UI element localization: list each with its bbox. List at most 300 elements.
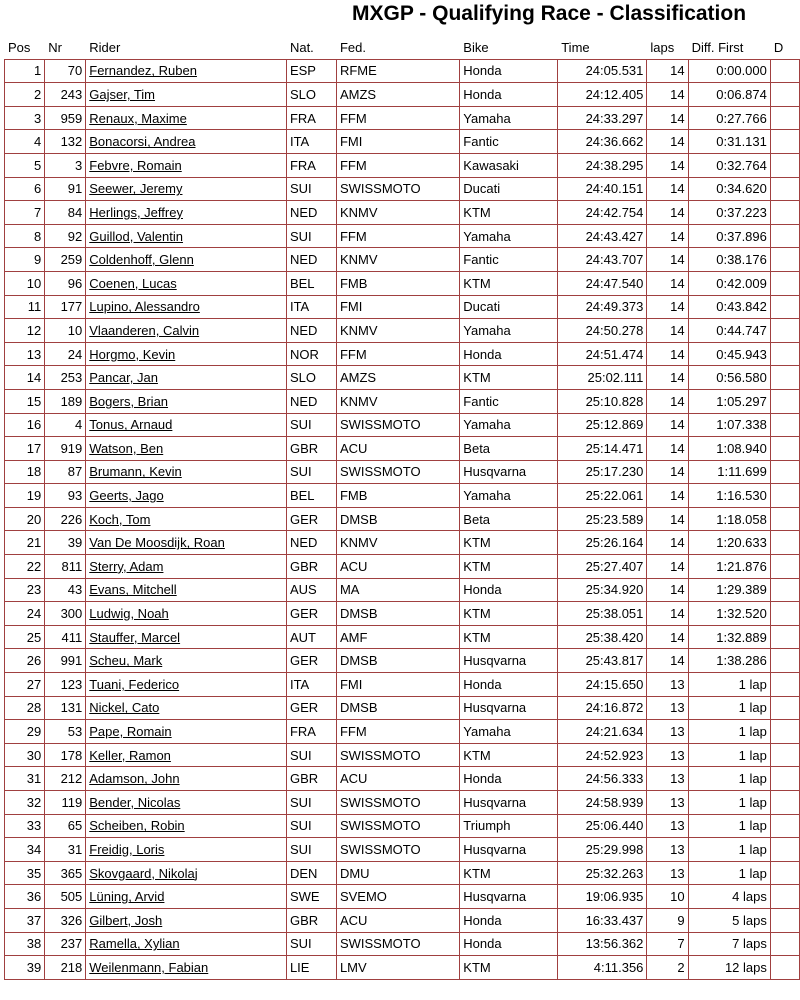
table-row xyxy=(5,885,800,909)
cell-diff-first: 0:37.223 xyxy=(688,201,770,225)
table-row xyxy=(5,720,800,744)
cell-nr: 70 xyxy=(45,59,86,83)
cell-nat: FRA xyxy=(286,153,336,177)
cell-diff-first: 1:08.940 xyxy=(688,437,770,461)
cell-laps: 14 xyxy=(647,59,688,83)
cell-bike: Honda xyxy=(460,767,558,791)
rider-link[interactable]: Tonus, Arnaud xyxy=(86,413,287,437)
cell-nat: GBR xyxy=(286,555,336,579)
cell-fed: SWISSMOTO xyxy=(336,460,459,484)
rider-link[interactable]: Weilenmann, Fabian xyxy=(86,956,287,980)
cell-nat: FRA xyxy=(286,720,336,744)
rider-link[interactable]: Scheiben, Robin xyxy=(86,814,287,838)
cell-nat: SUI xyxy=(286,814,336,838)
cell-extra xyxy=(770,673,799,697)
cell-laps: 14 xyxy=(647,602,688,626)
cell-nat: SUI xyxy=(286,838,336,862)
cell-time: 24:43.707 xyxy=(558,248,647,272)
cell-nr: 84 xyxy=(45,201,86,225)
cell-time: 24:21.634 xyxy=(558,720,647,744)
cell-bike: KTM xyxy=(460,201,558,225)
cell-nr: 24 xyxy=(45,342,86,366)
rider-link[interactable]: Horgmo, Kevin xyxy=(86,342,287,366)
cell-fed: KNMV xyxy=(336,319,459,343)
cell-fed: KNMV xyxy=(336,248,459,272)
cell-laps: 14 xyxy=(647,342,688,366)
cell-nr: 259 xyxy=(45,248,86,272)
cell-fed: FFM xyxy=(336,342,459,366)
cell-time: 25:29.998 xyxy=(558,838,647,862)
cell-bike: KTM xyxy=(460,555,558,579)
cell-nat: GER xyxy=(286,649,336,673)
table-row xyxy=(5,248,800,272)
cell-laps: 14 xyxy=(647,83,688,107)
cell-nr: 93 xyxy=(45,484,86,508)
cell-diff-first: 1 lap xyxy=(688,720,770,744)
cell-time: 25:14.471 xyxy=(558,437,647,461)
cell-laps: 10 xyxy=(647,885,688,909)
cell-time: 25:26.164 xyxy=(558,531,647,555)
cell-nat: ITA xyxy=(286,295,336,319)
rider-link[interactable]: Keller, Ramon xyxy=(86,743,287,767)
table-row xyxy=(5,908,800,932)
cell-extra xyxy=(770,649,799,673)
cell-extra xyxy=(770,177,799,201)
cell-pos: 19 xyxy=(5,484,45,508)
rider-link[interactable]: Watson, Ben xyxy=(86,437,287,461)
cell-diff-first: 0:31.131 xyxy=(688,130,770,154)
header-nat: Nat. xyxy=(286,34,336,59)
cell-time: 24:15.650 xyxy=(558,673,647,697)
cell-laps: 14 xyxy=(647,578,688,602)
cell-fed: DMU xyxy=(336,861,459,885)
cell-nat: NOR xyxy=(286,342,336,366)
cell-nat: DEN xyxy=(286,861,336,885)
cell-extra xyxy=(770,767,799,791)
cell-time: 24:58.939 xyxy=(558,791,647,815)
cell-nr: 189 xyxy=(45,389,86,413)
cell-laps: 13 xyxy=(647,838,688,862)
cell-pos: 14 xyxy=(5,366,45,390)
cell-fed: SWISSMOTO xyxy=(336,838,459,862)
rider-link[interactable]: Herlings, Jeffrey xyxy=(86,201,287,225)
cell-nat: SLO xyxy=(286,366,336,390)
cell-diff-first: 0:42.009 xyxy=(688,271,770,295)
cell-pos: 5 xyxy=(5,153,45,177)
cell-nr: 39 xyxy=(45,531,86,555)
cell-pos: 22 xyxy=(5,555,45,579)
table-row xyxy=(5,791,800,815)
cell-nat: SUI xyxy=(286,177,336,201)
cell-time: 25:17.230 xyxy=(558,460,647,484)
cell-fed: KNMV xyxy=(336,201,459,225)
cell-bike: Honda xyxy=(460,59,558,83)
cell-nat: SWE xyxy=(286,885,336,909)
cell-nat: GER xyxy=(286,602,336,626)
cell-pos: 15 xyxy=(5,389,45,413)
cell-nat: LIE xyxy=(286,956,336,980)
header-rider: Rider xyxy=(86,34,287,59)
cell-extra xyxy=(770,319,799,343)
cell-fed: AMZS xyxy=(336,366,459,390)
rider-link[interactable]: Guillod, Valentin xyxy=(86,224,287,248)
header-fed: Fed. xyxy=(336,34,459,59)
cell-pos: 20 xyxy=(5,507,45,531)
table-row xyxy=(5,271,800,295)
cell-bike: KTM xyxy=(460,625,558,649)
cell-laps: 14 xyxy=(647,555,688,579)
table-row xyxy=(5,153,800,177)
cell-diff-first: 0:37.896 xyxy=(688,224,770,248)
cell-time: 25:02.111 xyxy=(558,366,647,390)
cell-extra xyxy=(770,59,799,83)
cell-diff-first: 1 lap xyxy=(688,861,770,885)
cell-fed: FFM xyxy=(336,153,459,177)
cell-time: 13:56.362 xyxy=(558,932,647,956)
cell-pos: 26 xyxy=(5,649,45,673)
cell-bike: Yamaha xyxy=(460,106,558,130)
table-row xyxy=(5,625,800,649)
cell-extra xyxy=(770,932,799,956)
cell-fed: FFM xyxy=(336,106,459,130)
rider-link[interactable]: Brumann, Kevin xyxy=(86,460,287,484)
cell-laps: 13 xyxy=(647,720,688,744)
cell-diff-first: 1:11.699 xyxy=(688,460,770,484)
cell-fed: DMSB xyxy=(336,507,459,531)
cell-bike: Yamaha xyxy=(460,720,558,744)
cell-extra xyxy=(770,437,799,461)
rider-link[interactable]: Geerts, Jago xyxy=(86,484,287,508)
cell-extra xyxy=(770,201,799,225)
cell-bike: Yamaha xyxy=(460,224,558,248)
cell-extra xyxy=(770,838,799,862)
cell-pos: 28 xyxy=(5,696,45,720)
table-row xyxy=(5,578,800,602)
cell-time: 25:27.407 xyxy=(558,555,647,579)
cell-fed: SWISSMOTO xyxy=(336,932,459,956)
cell-nr: 3 xyxy=(45,153,86,177)
cell-extra xyxy=(770,460,799,484)
cell-nat: SUI xyxy=(286,743,336,767)
cell-nat: GBR xyxy=(286,908,336,932)
table-row xyxy=(5,814,800,838)
cell-nr: 132 xyxy=(45,130,86,154)
table-row xyxy=(5,696,800,720)
rider-link[interactable]: Lüning, Arvid xyxy=(86,885,287,909)
table-row xyxy=(5,319,800,343)
cell-pos: 34 xyxy=(5,838,45,862)
rider-link[interactable]: Stauffer, Marcel xyxy=(86,625,287,649)
cell-bike: Triumph xyxy=(460,814,558,838)
cell-pos: 27 xyxy=(5,673,45,697)
rider-link[interactable]: Tuani, Federico xyxy=(86,673,287,697)
rider-link[interactable]: Febvre, Romain xyxy=(86,153,287,177)
cell-fed: ACU xyxy=(336,437,459,461)
cell-diff-first: 0:06.874 xyxy=(688,83,770,107)
cell-time: 24:49.373 xyxy=(558,295,647,319)
cell-nr: 811 xyxy=(45,555,86,579)
cell-laps: 14 xyxy=(647,130,688,154)
cell-time: 24:52.923 xyxy=(558,743,647,767)
cell-fed: DMSB xyxy=(336,649,459,673)
cell-laps: 7 xyxy=(647,932,688,956)
cell-extra xyxy=(770,885,799,909)
header-extra: D xyxy=(770,34,799,59)
cell-nr: 96 xyxy=(45,271,86,295)
table-row xyxy=(5,295,800,319)
table-row xyxy=(5,106,800,130)
cell-fed: SWISSMOTO xyxy=(336,814,459,838)
cell-fed: FMI xyxy=(336,295,459,319)
cell-extra xyxy=(770,531,799,555)
cell-diff-first: 1:32.889 xyxy=(688,625,770,649)
cell-bike: KTM xyxy=(460,366,558,390)
cell-fed: FFM xyxy=(336,224,459,248)
table-row xyxy=(5,673,800,697)
table-row xyxy=(5,838,800,862)
cell-pos: 23 xyxy=(5,578,45,602)
cell-laps: 13 xyxy=(647,791,688,815)
cell-laps: 14 xyxy=(647,271,688,295)
rider-link[interactable]: Skovgaard, Nikolaj xyxy=(86,861,287,885)
rider-link[interactable]: Van De Moosdijk, Roan xyxy=(86,531,287,555)
cell-pos: 36 xyxy=(5,885,45,909)
rider-link[interactable]: Coenen, Lucas xyxy=(86,271,287,295)
cell-fed: FMI xyxy=(336,673,459,697)
cell-nat: ITA xyxy=(286,673,336,697)
cell-bike: Honda xyxy=(460,908,558,932)
cell-nr: 505 xyxy=(45,885,86,909)
cell-nr: 119 xyxy=(45,791,86,815)
cell-diff-first: 0:56.580 xyxy=(688,366,770,390)
cell-extra xyxy=(770,507,799,531)
cell-nat: NED xyxy=(286,389,336,413)
cell-extra xyxy=(770,956,799,980)
cell-extra xyxy=(770,224,799,248)
table-row xyxy=(5,932,800,956)
cell-nr: 959 xyxy=(45,106,86,130)
cell-laps: 14 xyxy=(647,437,688,461)
cell-nat: SUI xyxy=(286,224,336,248)
rider-link[interactable]: Koch, Tom xyxy=(86,507,287,531)
cell-nr: 237 xyxy=(45,932,86,956)
cell-pos: 18 xyxy=(5,460,45,484)
rider-link[interactable]: Pancar, Jan xyxy=(86,366,287,390)
table-row xyxy=(5,861,800,885)
rider-link[interactable]: Gilbert, Josh xyxy=(86,908,287,932)
cell-bike: Honda xyxy=(460,578,558,602)
cell-fed: KNMV xyxy=(336,531,459,555)
cell-nr: 10 xyxy=(45,319,86,343)
cell-time: 25:43.817 xyxy=(558,649,647,673)
header-diff-first: Diff. First xyxy=(688,34,770,59)
cell-pos: 2 xyxy=(5,83,45,107)
cell-pos: 4 xyxy=(5,130,45,154)
cell-bike: KTM xyxy=(460,271,558,295)
rider-link[interactable]: Sterry, Adam xyxy=(86,555,287,579)
cell-pos: 21 xyxy=(5,531,45,555)
cell-pos: 31 xyxy=(5,767,45,791)
cell-pos: 8 xyxy=(5,224,45,248)
cell-extra xyxy=(770,83,799,107)
cell-time: 24:56.333 xyxy=(558,767,647,791)
rider-link[interactable]: Ludwig, Noah xyxy=(86,602,287,626)
rider-link[interactable]: Bonacorsi, Andrea xyxy=(86,130,287,154)
cell-bike: Honda xyxy=(460,932,558,956)
cell-bike: Husqvarna xyxy=(460,649,558,673)
cell-diff-first: 1:20.633 xyxy=(688,531,770,555)
cell-pos: 13 xyxy=(5,342,45,366)
cell-time: 4:11.356 xyxy=(558,956,647,980)
cell-time: 24:42.754 xyxy=(558,201,647,225)
cell-extra xyxy=(770,484,799,508)
cell-pos: 1 xyxy=(5,59,45,83)
cell-pos: 37 xyxy=(5,908,45,932)
cell-nat: AUS xyxy=(286,578,336,602)
cell-fed: ACU xyxy=(336,908,459,932)
cell-nr: 65 xyxy=(45,814,86,838)
header-nr: Nr xyxy=(45,34,86,59)
cell-diff-first: 1:29.389 xyxy=(688,578,770,602)
cell-pos: 33 xyxy=(5,814,45,838)
cell-bike: KTM xyxy=(460,602,558,626)
cell-time: 25:38.420 xyxy=(558,625,647,649)
cell-time: 24:33.297 xyxy=(558,106,647,130)
cell-time: 24:38.295 xyxy=(558,153,647,177)
cell-fed: SWISSMOTO xyxy=(336,743,459,767)
rider-link[interactable]: Vlaanderen, Calvin xyxy=(86,319,287,343)
rider-link[interactable]: Scheu, Mark xyxy=(86,649,287,673)
cell-nat: BEL xyxy=(286,271,336,295)
rider-link[interactable]: Renaux, Maxime xyxy=(86,106,287,130)
cell-pos: 9 xyxy=(5,248,45,272)
cell-laps: 14 xyxy=(647,248,688,272)
cell-nr: 226 xyxy=(45,507,86,531)
rider-link[interactable]: Nickel, Cato xyxy=(86,696,287,720)
cell-bike: Yamaha xyxy=(460,484,558,508)
cell-diff-first: 12 laps xyxy=(688,956,770,980)
cell-bike: KTM xyxy=(460,861,558,885)
header-time: Time xyxy=(558,34,647,59)
cell-extra xyxy=(770,791,799,815)
table-row xyxy=(5,413,800,437)
cell-pos: 7 xyxy=(5,201,45,225)
cell-extra xyxy=(770,555,799,579)
cell-laps: 13 xyxy=(647,743,688,767)
cell-nat: GER xyxy=(286,696,336,720)
cell-nat: BEL xyxy=(286,484,336,508)
cell-bike: Ducati xyxy=(460,177,558,201)
cell-nat: SUI xyxy=(286,791,336,815)
table-row xyxy=(5,83,800,107)
cell-fed: DMSB xyxy=(336,602,459,626)
table-row xyxy=(5,201,800,225)
rider-link[interactable]: Bender, Nicolas xyxy=(86,791,287,815)
cell-fed: FMB xyxy=(336,484,459,508)
cell-fed: LMV xyxy=(336,956,459,980)
rider-link[interactable]: Coldenhoff, Glenn xyxy=(86,248,287,272)
cell-laps: 13 xyxy=(647,673,688,697)
table-row xyxy=(5,460,800,484)
table-row xyxy=(5,177,800,201)
cell-laps: 9 xyxy=(647,908,688,932)
cell-pos: 38 xyxy=(5,932,45,956)
cell-bike: Yamaha xyxy=(460,319,558,343)
rider-link[interactable]: Fernandez, Ruben xyxy=(86,59,287,83)
cell-diff-first: 1 lap xyxy=(688,673,770,697)
cell-fed: FFM xyxy=(336,720,459,744)
cell-nr: 243 xyxy=(45,83,86,107)
cell-bike: Husqvarna xyxy=(460,696,558,720)
cell-fed: FMI xyxy=(336,130,459,154)
cell-nr: 91 xyxy=(45,177,86,201)
table-row xyxy=(5,956,800,980)
rider-link[interactable]: Gajser, Tim xyxy=(86,83,287,107)
cell-extra xyxy=(770,342,799,366)
rider-link[interactable]: Bogers, Brian xyxy=(86,389,287,413)
cell-fed: ACU xyxy=(336,767,459,791)
cell-nr: 919 xyxy=(45,437,86,461)
cell-extra xyxy=(770,696,799,720)
rider-link[interactable]: Lupino, Alessandro xyxy=(86,295,287,319)
rider-link[interactable]: Freidig, Loris xyxy=(86,838,287,862)
cell-extra xyxy=(770,295,799,319)
cell-diff-first: 1 lap xyxy=(688,791,770,815)
cell-nr: 300 xyxy=(45,602,86,626)
cell-time: 16:33.437 xyxy=(558,908,647,932)
cell-fed: SVEMO xyxy=(336,885,459,909)
rider-link[interactable]: Adamson, John xyxy=(86,767,287,791)
rider-link[interactable]: Evans, Mitchell xyxy=(86,578,287,602)
cell-extra xyxy=(770,413,799,437)
cell-laps: 14 xyxy=(647,413,688,437)
cell-diff-first: 0:32.764 xyxy=(688,153,770,177)
cell-extra xyxy=(770,248,799,272)
cell-fed: DMSB xyxy=(336,696,459,720)
cell-time: 25:23.589 xyxy=(558,507,647,531)
classification-table xyxy=(4,34,800,980)
table-row xyxy=(5,531,800,555)
cell-laps: 14 xyxy=(647,106,688,130)
rider-link[interactable]: Seewer, Jeremy xyxy=(86,177,287,201)
cell-nr: 92 xyxy=(45,224,86,248)
cell-bike: Fantic xyxy=(460,130,558,154)
cell-diff-first: 0:27.766 xyxy=(688,106,770,130)
cell-extra xyxy=(770,625,799,649)
cell-nr: 131 xyxy=(45,696,86,720)
cell-diff-first: 1:32.520 xyxy=(688,602,770,626)
cell-pos: 32 xyxy=(5,791,45,815)
cell-laps: 14 xyxy=(647,295,688,319)
cell-time: 25:10.828 xyxy=(558,389,647,413)
cell-time: 25:22.061 xyxy=(558,484,647,508)
table-row xyxy=(5,389,800,413)
cell-extra xyxy=(770,271,799,295)
cell-diff-first: 4 laps xyxy=(688,885,770,909)
cell-nat: FRA xyxy=(286,106,336,130)
cell-pos: 12 xyxy=(5,319,45,343)
cell-fed: SWISSMOTO xyxy=(336,177,459,201)
cell-diff-first: 1 lap xyxy=(688,814,770,838)
rider-link[interactable]: Ramella, Xylian xyxy=(86,932,287,956)
cell-nat: NED xyxy=(286,248,336,272)
cell-laps: 14 xyxy=(647,625,688,649)
cell-extra xyxy=(770,743,799,767)
cell-diff-first: 1:05.297 xyxy=(688,389,770,413)
rider-link[interactable]: Pape, Romain xyxy=(86,720,287,744)
table-row xyxy=(5,437,800,461)
cell-diff-first: 0:45.943 xyxy=(688,342,770,366)
